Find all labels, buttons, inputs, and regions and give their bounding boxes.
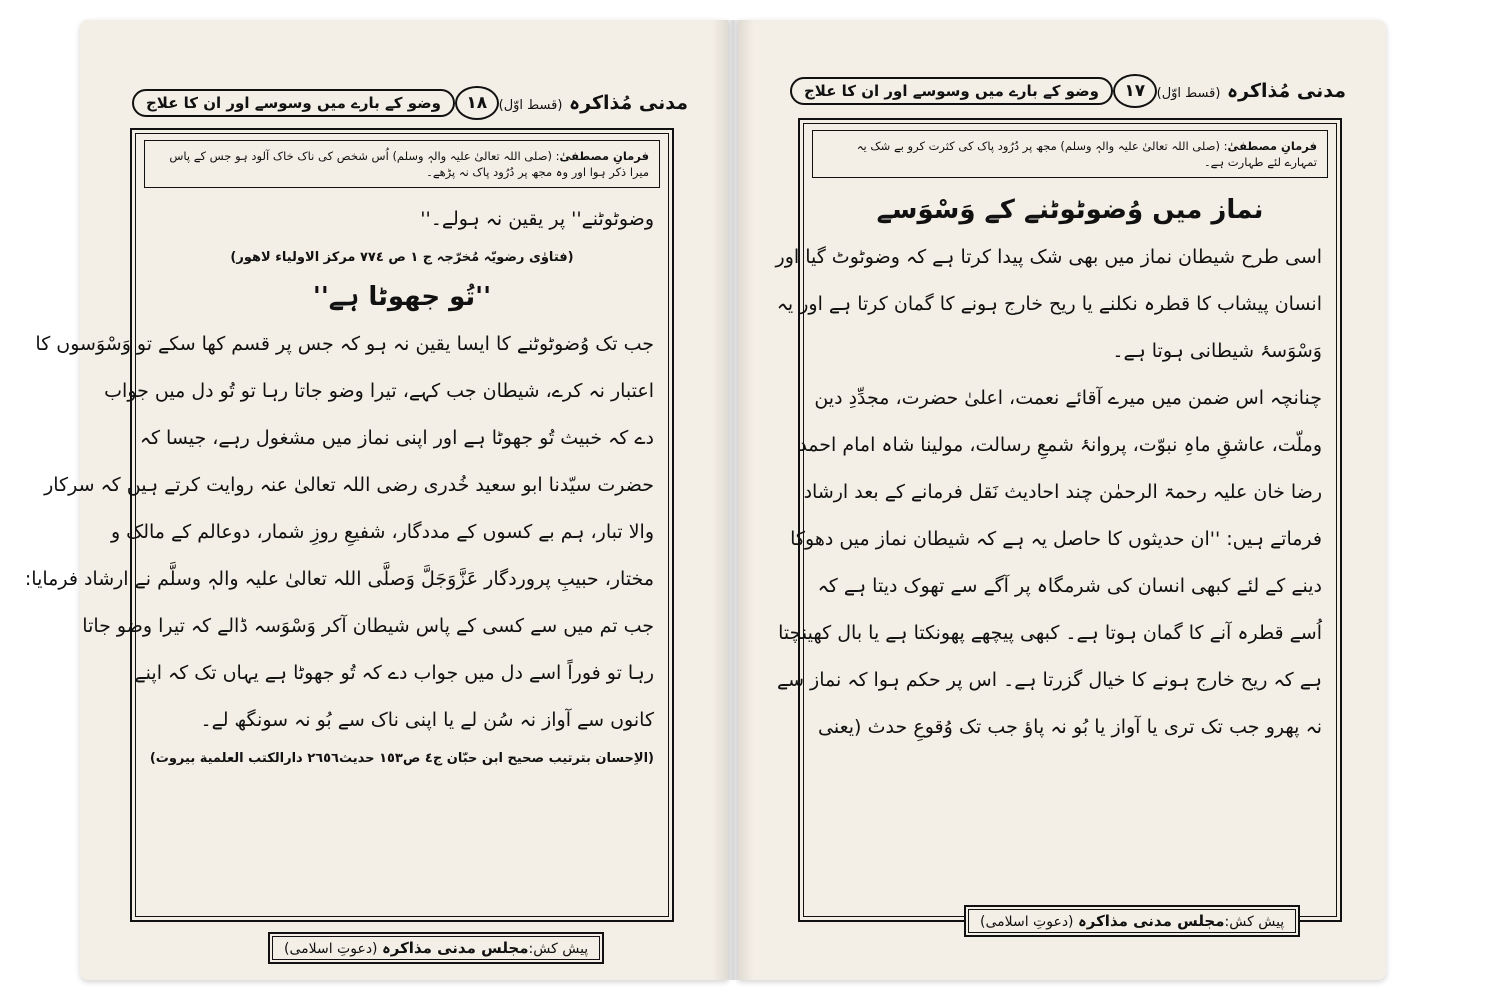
footer-credit bbox=[268, 932, 604, 964]
page-frame bbox=[24, 128, 674, 922]
text-line: حضرت سیّدنا ابو سعید خُدری رضی اللہ تعالیٰ عنہ روایت کرتے ہیں کہ سرکار bbox=[44, 474, 654, 496]
right-page bbox=[738, 20, 1386, 980]
text-line: چنانچہ اس ضمن میں میرے آقائے نعمت، اعلیٰ حضرت، مجدِّدِ دین bbox=[814, 387, 1322, 409]
text-line: اعتبار نہ کرے، شیطان جب کہے، تیرا وضو جاتا رہا تو تُو دل میں جواب bbox=[104, 380, 654, 402]
page-body bbox=[24, 188, 672, 774]
text-line: دینے کے لئے کبھی انسان کی شرمگاہ پر آگے سے تھوک دیتا ہے کہ bbox=[817, 575, 1322, 597]
text-line: وَسْوَسۂ شیطانی ہوتا ہے۔ bbox=[1112, 340, 1322, 362]
header-subtitle: (قسط اوّل) bbox=[498, 98, 563, 113]
header-topic: وضو کے بارے میں وسوسے اور ان کا علاج bbox=[790, 77, 1113, 105]
section-heading: ''تُو جھوٹا ہے'' bbox=[312, 282, 492, 312]
text-line: کانوں سے آواز نہ سُن لے یا اپنی ناک سے بُو نہ سونگھ لے۔ bbox=[200, 709, 654, 731]
footer-credit bbox=[964, 905, 1300, 937]
text-line: اُسے قطرہ آنے کا گمان ہوتا ہے۔ کبھی پیچھے پھونکتا ہے یا بال کھینچتا bbox=[778, 622, 1322, 644]
footer-label: پیش کش: bbox=[1224, 914, 1285, 930]
banner-label: فرمانِ مصطفیٰ bbox=[1227, 139, 1317, 153]
header-topic: وضو کے بارے میں وسوسے اور ان کا علاج bbox=[132, 89, 455, 117]
page-number: ١٨ bbox=[455, 86, 499, 120]
banner-label: فرمانِ مصطفیٰ bbox=[559, 149, 649, 163]
reference: (فتاوٰی رضویّہ مُخرّجہ ج ١ ص ٧٧٤ مرکز الاولیاء لاھور) bbox=[230, 250, 574, 265]
right-page-header bbox=[790, 74, 1346, 108]
text-line: فرماتے ہیں: ''ان حدیثوں کا حاصل یہ ہے کہ شیطان نماز میں دھوکا bbox=[790, 528, 1322, 550]
text-line: رہا تو فوراً اسے دل میں جواب دے کہ تُو جھوٹا ہے یہاں تک کہ اپنے bbox=[134, 662, 654, 684]
farman-banner bbox=[812, 130, 1328, 178]
header-title-text: مدنی مُذاکرہ bbox=[569, 92, 688, 114]
text-line: والا تبار، ہم بے کسوں کے مددگار، شفیعِ روزِ شمار، دوعالم کے مالک و bbox=[110, 521, 654, 543]
header-title-text: مدنی مُذاکرہ bbox=[1227, 80, 1346, 102]
text-line: وملّت، عاشقِ ماہِ نبوّت، پروانۂ شمعِ رسالت، مولینا شاہ امام احمد bbox=[798, 434, 1322, 456]
footer-org: مجلس مدنی مذاکرہ bbox=[1077, 912, 1225, 930]
page-frame bbox=[775, 118, 1342, 922]
footer-org: مجلس مدنی مذاکرہ bbox=[381, 939, 529, 957]
text-line: نہ پھرو جب تک تری یا آواز یا بُو نہ پاؤ جب تک وُقوعِ حدث (یعنی bbox=[818, 716, 1322, 738]
footer-sub: (دعوتِ اسلامی) bbox=[284, 941, 378, 957]
page-body bbox=[775, 178, 1340, 751]
left-page-header bbox=[132, 86, 688, 120]
text-line: اسی طرح شیطان نماز میں بھی شک پیدا کرتا ہے کہ وضوٹوٹ گیا اور bbox=[775, 246, 1322, 268]
banner-text: : (صلی اللہ تعالیٰ علیہ والہٖ وسلم) اُس شخص کی ناک خاک آلود ہو جس کے پاس میرا ذکر ہوا اور وہ مجھ پر دُرُود پاک نہ پڑھے۔ bbox=[169, 149, 649, 179]
reference: (الاِحسان بترتیب صحیح ابن حبّان ج٤ ص١٥٣ حدیث٢٦٥٦ دارالکتب العلمیة بیروت) bbox=[149, 751, 654, 766]
section-heading: نماز میں وُضوٹوٹنے کے وَسْوَسے bbox=[876, 195, 1264, 225]
header-subtitle: (قسط اوّل) bbox=[1156, 86, 1221, 101]
text-line: رضا خان علیہ رحمۃ الرحمٰن چند احادیث نَقل فرمانے کے بعد ارشاد bbox=[803, 481, 1322, 503]
text-line: مختار، حبیبِ پروردگار عَزَّوَجَلَّ وَصلَّی اللہ تعالیٰ علیہ والہٖ وسلَّم نے ارشاد فرمایا: bbox=[24, 568, 654, 590]
page-number: ١٧ bbox=[1113, 74, 1157, 108]
text-line: ہے کہ ریح خارج ہونے کا خیال گزرتا ہے۔ اس پر حکم ہوا کہ نماز سے bbox=[776, 669, 1322, 691]
footer-label: پیش کش: bbox=[528, 941, 589, 957]
header-title bbox=[499, 92, 688, 114]
header-title bbox=[1157, 80, 1346, 102]
text-line: انسان پیشاب کا قطرہ نکلنے یا ریح خارج ہونے کا گمان کرتا ہے اور یہ bbox=[776, 293, 1322, 315]
left-page bbox=[24, 20, 728, 980]
text-line: جب تم میں سے کسی کے پاس شیطان آکر وَسْوَسہ ڈالے کہ تیرا وضو جاتا bbox=[82, 615, 654, 637]
book-gutter bbox=[712, 20, 754, 980]
farman-banner bbox=[144, 140, 660, 188]
footer-sub: (دعوتِ اسلامی) bbox=[980, 914, 1074, 930]
text-line: دے کہ خبیث تُو جھوٹا ہے اور اپنی نماز میں مشغول رہے، جیسا کہ bbox=[139, 427, 654, 449]
text-line: جب تک وُضوٹوٹنے کا ایسا یقین نہ ہو کہ جس پر قسم کھا سکے تو وَسْوَسوں کا bbox=[35, 333, 654, 355]
banner-text: : (صلی اللہ تعالیٰ علیہ والہٖ وسلم) مجھ پر دُرُود پاک کی کثرت کرو بے شک یہ تمہارے لئے طہارت ہے۔ bbox=[856, 139, 1317, 169]
text-line: وضوٹوٹنے'' پر یقین نہ ہولے۔'' bbox=[420, 208, 654, 230]
